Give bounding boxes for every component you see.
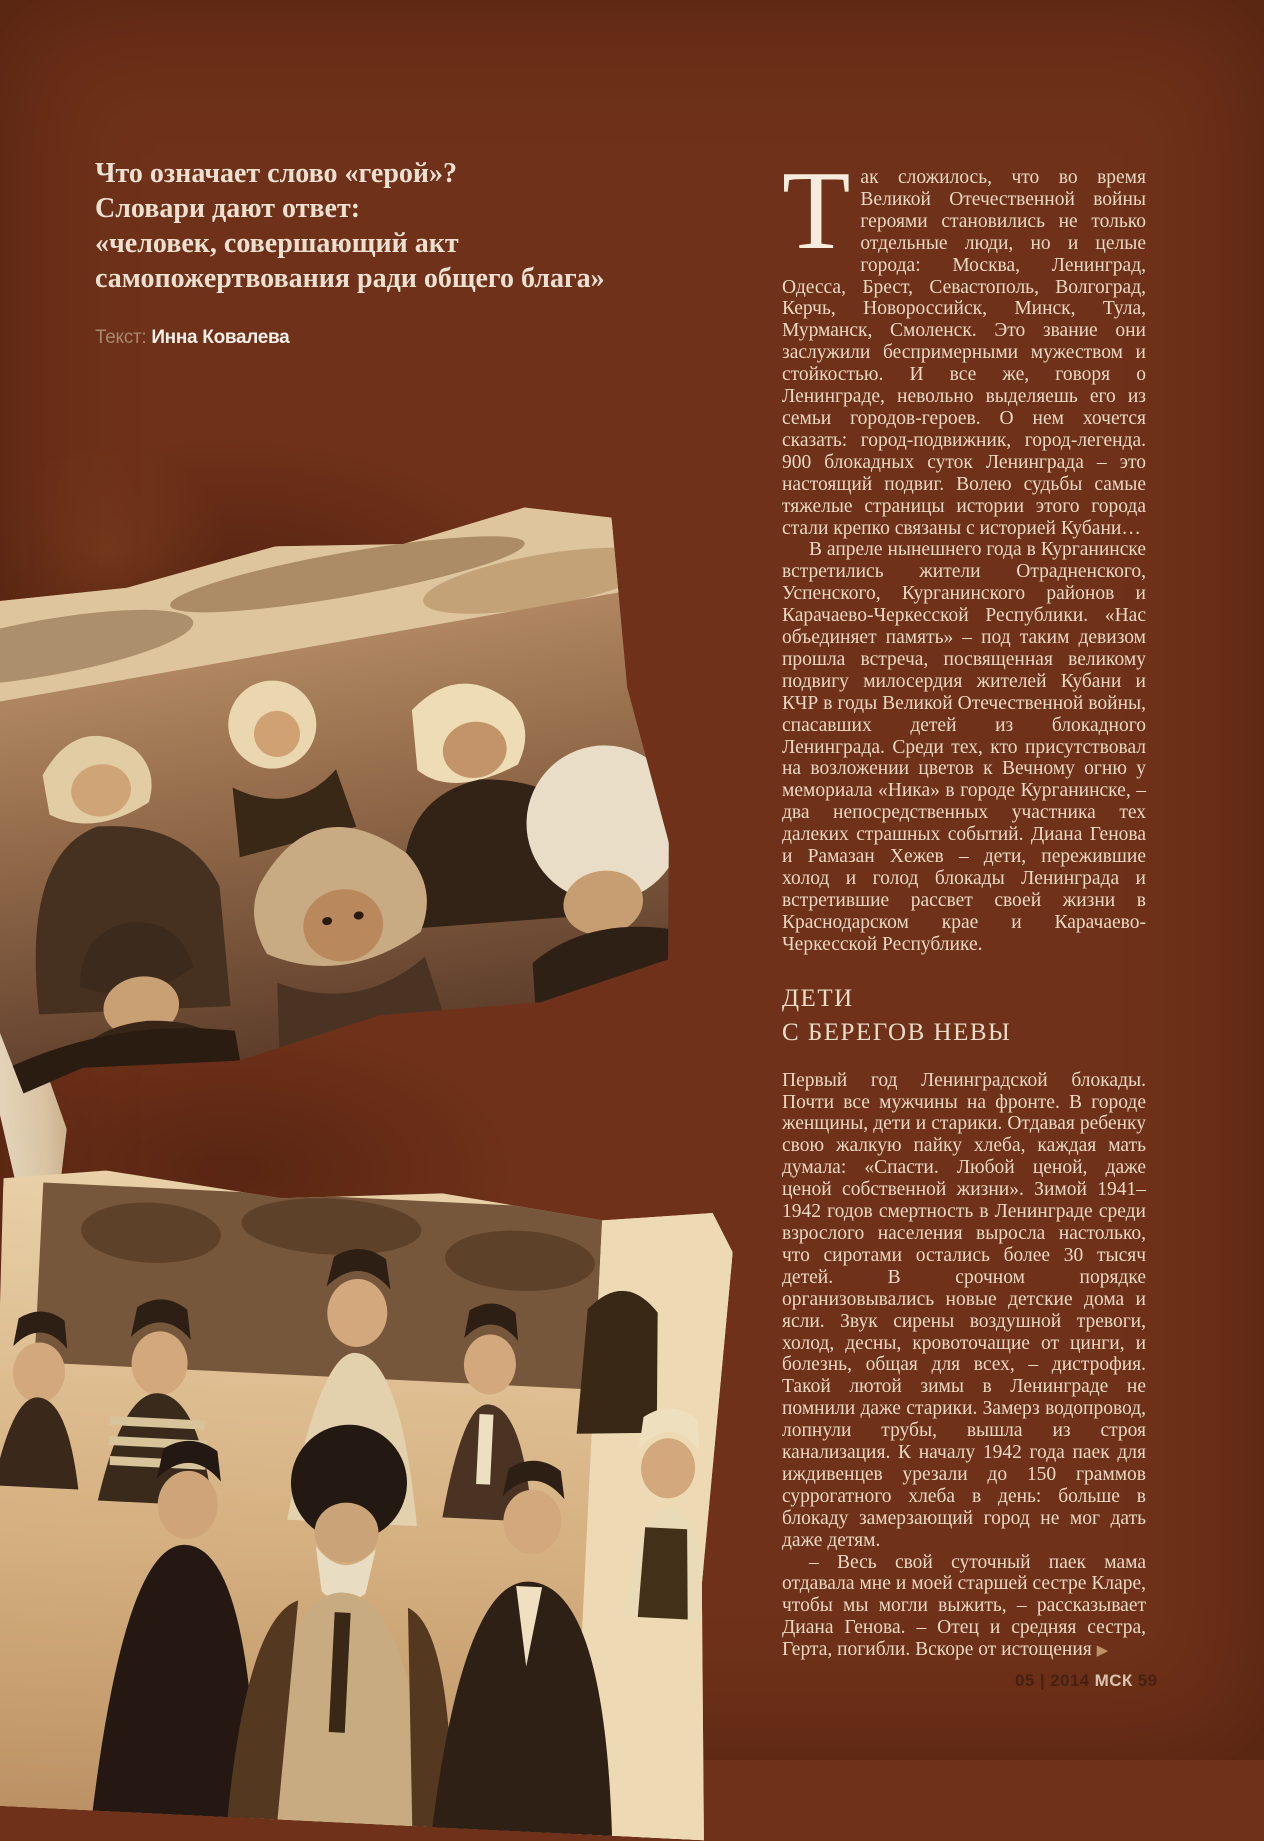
headline-line: Словари дают ответ: <box>95 193 361 224</box>
footer-magazine-name: МСК <box>1094 1671 1133 1690</box>
article-paragraph <box>782 149 1146 539</box>
article-column <box>782 149 1146 1663</box>
section-heading-line: С БЕРЕГОВ НЕВЫ <box>782 1018 1012 1046</box>
section-heading-line: ДЕТИ <box>782 984 854 1012</box>
article-paragraph <box>782 1552 1146 1664</box>
byline <box>95 327 289 349</box>
byline-author: Инна Ковалева <box>151 327 290 348</box>
family-portrait-photo-art <box>0 1166 735 1841</box>
article-paragraph: В апреле нынешнего года в Курганинске встретились жители Отрадненского, Успенского, Курганинского районов и Карачаево-Черкесской Республики. «Нас объединяет память» – под таким девизом прошла встреча, посвященная великому подвигу милосердия жителей Кубани и КЧР в годы Великой Отечественной войны, спасавших детей из блокадного Ленинграда. Среди тех, кто присутствовал на возложении цветов к Вечному огню у мемориала «Ника» в городе Курганинске, – два непосредственных участника тех далеких страшных событий. Диана Генова и Рамазан Хежев – дети, пережившие холод и голод блокады Ленинграда и встретившие рассвет своей жизни в Краснодарском крае и Карачаево-Черкесской Республике. <box>782 539 1146 955</box>
family-portrait-photo <box>0 1166 735 1841</box>
headline-line: Что означает слово «герой»? <box>95 158 458 189</box>
drop-cap: Т <box>782 149 851 273</box>
continuation-arrow-icon: ▶ <box>1096 1643 1109 1660</box>
headline-line: самопожертвования ради общего блага» <box>95 263 605 294</box>
footer-page-number: 59 <box>1137 1671 1158 1690</box>
article-paragraph: Первый год Ленинградской блокады. Почти все мужчины на фронте. В городе женщины, дети и старики. Отдавая ребенку свою жалкую пайку хлеба, каждая мать думала: «Спасти. Любой ценой, даже ценой собственной жизни». Зимой 1941–1942 годов смертность в Ленинграде среди взрослого населения выросла настолько, что сиротами остались более 30 тысяч детей. В срочном порядке организовывались новые детские дома и ясли. Звук сирены воздушной тревоги, холод, десны, кровоточащие от цинги, и болезнь, общая для всех, – дистрофия. Такой лютой зимы в Ленинграде не помнили даже старики. Замерз водопровод, лопнули трубы, вышла из строя канализация. К началу 1942 года паек для иждивенцев урезали до 150 граммов суррогатного хлеба в день: больше в блокаду замерзающий город не мог дать даже детям. <box>782 1069 1146 1551</box>
headline <box>95 156 695 296</box>
paragraph-text: ак сложилось, что во время Великой Отечественной войны героями становились не только отдельные люди, но и целые города: Москва, Ленинград, Одесса, Брест, Севастополь, Волгоград, Керчь, Новороссийск, Минск, Тула, Мурманск, Смоленск. Это звание они заслужили беспримерными мужеством и стойкостью. И все же, говоря о Ленинграде, невольно выделяешь его из семьи городов-героев. О нем хочется сказать: город-подвижник, город-легенда. 900 блокадных суток Ленинграда – это настоящий подвиг. Волею судьбы самые тяжелые страницы истории этого города стали крепко связаны с историей Кубани… <box>782 167 1146 539</box>
page-footer <box>1015 1671 1235 1691</box>
footer-issue: 05 | 2014 <box>1015 1671 1090 1690</box>
headline-line: «человек, совершающий акт <box>95 228 459 259</box>
byline-label: Текст: <box>95 327 147 348</box>
paragraph-text: – Весь свой суточный паек мама отдавала мне и моей старшей сестре Кларе, чтобы мы могли выжить, – рассказывает Диана Генова. – Отец и средняя сестра, Герта, погибли. Вскоре от истощения <box>782 1551 1146 1661</box>
section-heading <box>782 982 1146 1050</box>
